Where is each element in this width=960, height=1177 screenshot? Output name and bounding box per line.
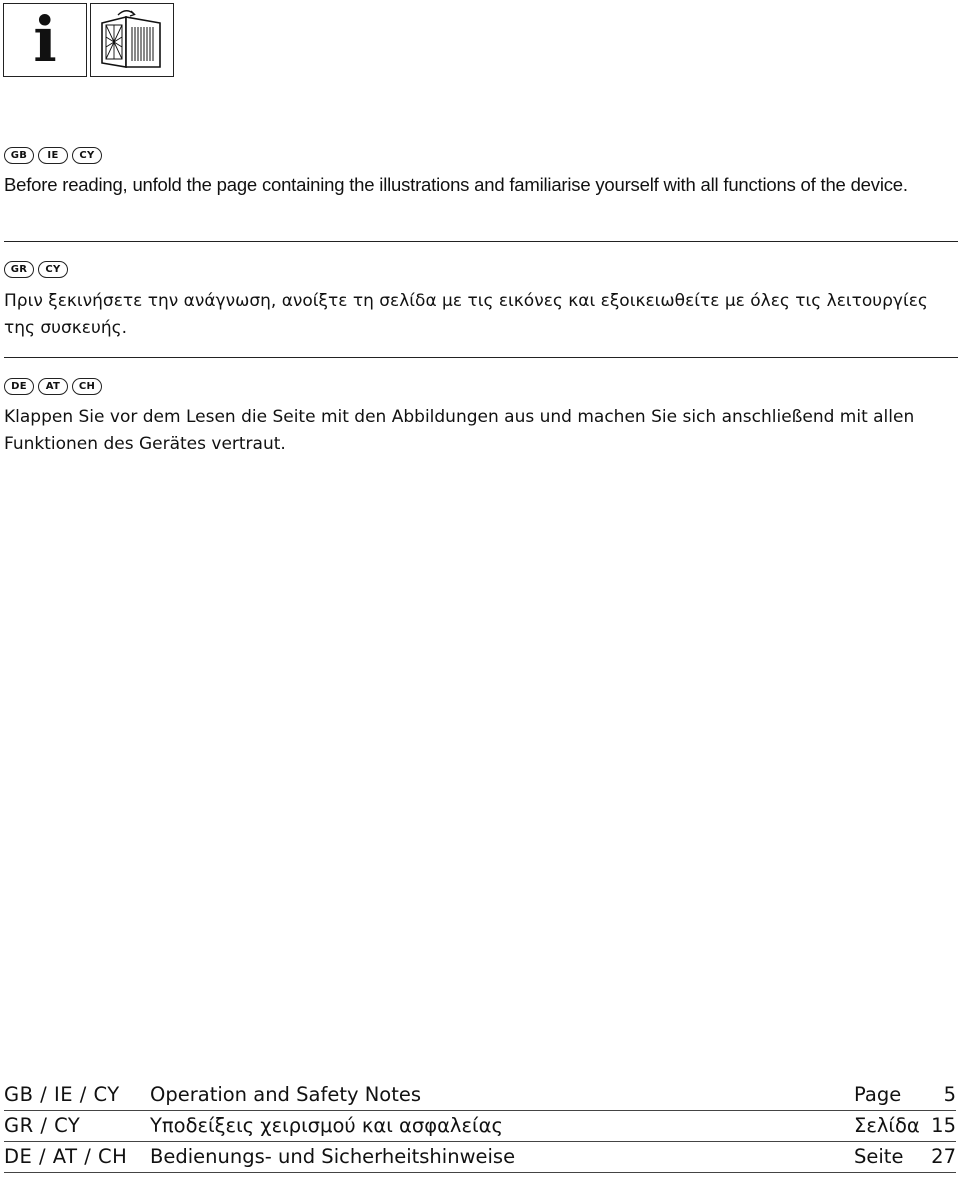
instruction-text-english: Before reading, unfold the page containing the illustrations and familiarise yourself with all functions of the device.: [4, 174, 908, 195]
toc-page-label: Seite: [854, 1145, 904, 1168]
toc-page-label: Page: [854, 1083, 902, 1106]
section-divider: [4, 241, 958, 242]
header-icons: [3, 3, 174, 77]
toc-title: Υποδείξεις χειρισμού και ασφαλείας: [150, 1114, 503, 1137]
toc-page-number: 27: [931, 1145, 956, 1168]
section-english: [4, 145, 954, 198]
info-glyph: i: [33, 3, 57, 76]
toc-languages: GB / IE / CY: [4, 1083, 120, 1106]
badge-at: AT: [38, 378, 68, 395]
info-icon: [3, 3, 87, 77]
language-badges: [4, 145, 954, 165]
section-german: [4, 376, 954, 458]
badge-gr: GR: [4, 261, 34, 278]
badge-cy: CY: [72, 147, 102, 164]
toc-row[interactable]: [4, 1142, 956, 1173]
toc-languages: DE / AT / CH: [4, 1145, 128, 1168]
instruction-text-greek: Πριν ξεκινήσετε την ανάγνωση, ανοίξτε τη σελίδα με τις εικόνες και εξοικειωθείτε με όλες τις λειτουργίες της συσκευής.: [4, 291, 928, 338]
language-badges: [4, 376, 954, 396]
badge-cy: CY: [38, 261, 68, 278]
badge-ch: CH: [72, 378, 102, 395]
table-of-contents: [4, 1080, 956, 1173]
toc-page-label: Σελίδα: [854, 1114, 920, 1137]
badge-de: DE: [4, 378, 34, 395]
badge-gb: GB: [4, 147, 34, 164]
toc-row[interactable]: [4, 1111, 956, 1142]
toc-page-number: 5: [943, 1083, 956, 1106]
language-badges: [4, 259, 954, 279]
toc-row[interactable]: [4, 1080, 956, 1111]
toc-title: Bedienungs- und Sicherheitshinweise: [150, 1145, 516, 1168]
instruction-text-german: Klappen Sie vor dem Lesen die Seite mit den Abbildungen aus und machen Sie sich anschließend mit allen Funktionen des Gerätes vertraut.: [4, 407, 915, 454]
toc-languages: GR / CY: [4, 1114, 81, 1137]
unfold-booklet-icon: [90, 3, 174, 77]
booklet-svg: [96, 9, 168, 71]
toc-title: Operation and Safety Notes: [150, 1083, 422, 1106]
toc-page-number: 15: [931, 1114, 956, 1137]
section-greek: [4, 259, 954, 342]
section-divider: [4, 357, 958, 358]
badge-ie: IE: [38, 147, 68, 164]
